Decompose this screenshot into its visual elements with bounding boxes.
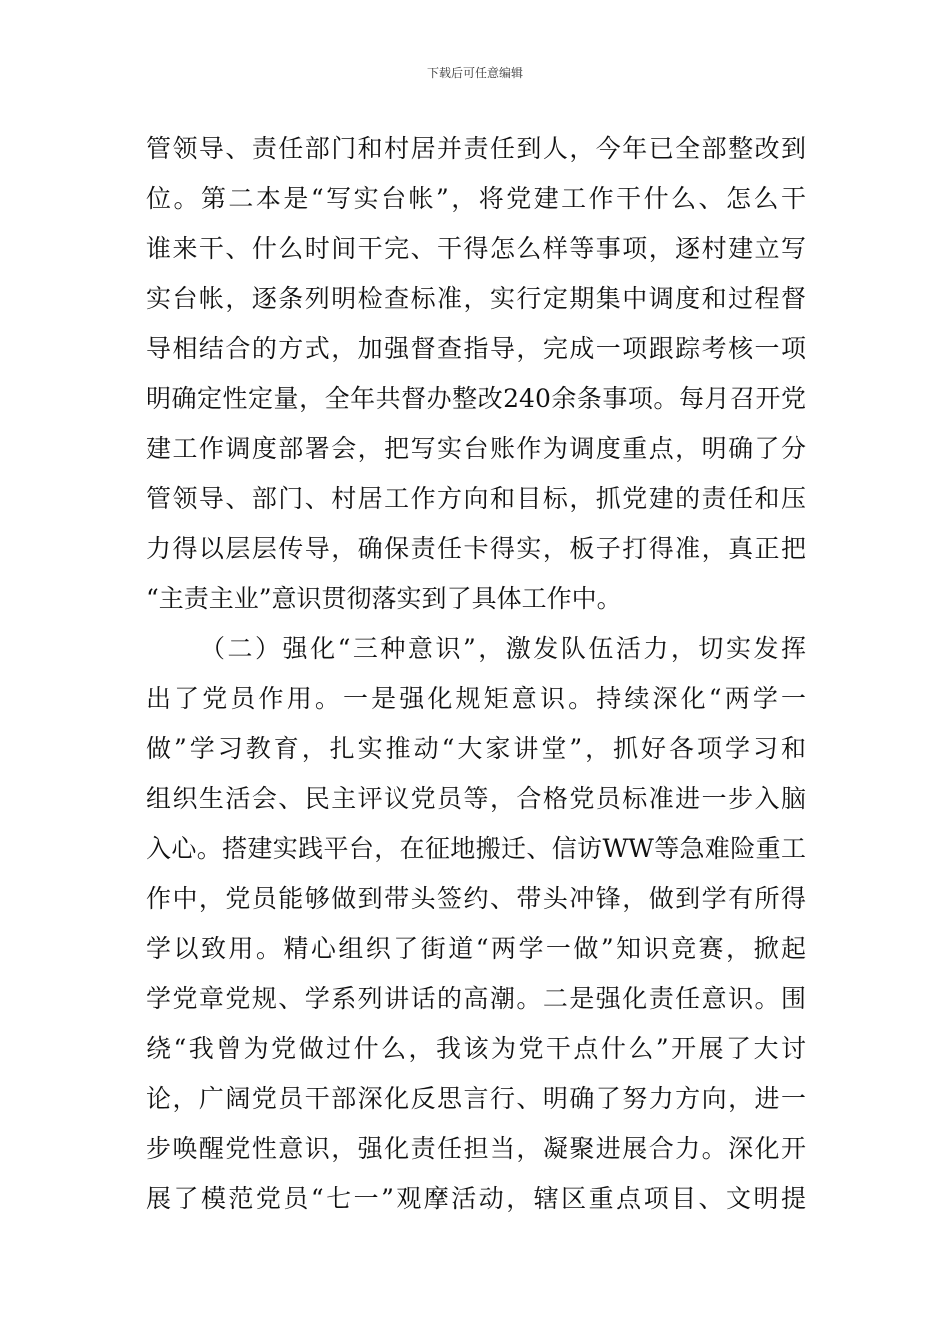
text-line: 位。第二本是“写实台帐”，将党建工作干什么、怎么干 [146,184,806,213]
page-header: 下载后可任意编辑 [426,66,523,80]
text-line: 导相结合的方式，加强督查指导，完成一项跟踪考核一项 [146,334,806,363]
text-line: （二）强化“三种意识”，激发队伍活力，切实发挥 [200,634,806,663]
text-line: 建工作调度部署会，把写实台账作为调度重点，明确了分 [146,434,806,463]
text-line: 实台帐，逐条列明检查标准，实行定期集中调度和过程督 [146,284,806,313]
text-line: 学以致用。精心组织了街道“两学一做”知识竞赛，掀起 [146,934,806,963]
text-line: 出了党员作用。一是强化规矩意识。持续深化“两学一 [146,684,806,713]
text-line: 绕“我曾为党做过什么，我该为党干点什么”开展了大讨 [146,1034,806,1063]
text-line: 明确定性定量，全年共督办整改240余条事项。每月召开党 [146,384,806,413]
text-line: 入心。搭建实践平台，在征地搬迁、信访WW等急难险重工 [146,834,806,863]
text-line: 做”学习教育，扎实推动“大家讲堂”，抓好各项学习和 [146,734,806,763]
text-line: 步唤醒党性意识，强化责任担当，凝聚进展合力。深化开 [146,1134,806,1163]
text-line: 管领导、部门、村居工作方向和目标，抓党建的责任和压 [146,484,806,513]
text-line: “主责主业”意识贯彻落实到了具体工作中。 [146,584,622,613]
text-line: 管领导、责任部门和村居并责任到人，今年已全部整改到 [146,134,806,163]
text-line: 展了模范党员“七一”观摩活动，辖区重点项目、文明提 [146,1184,806,1213]
text-line: 学党章党规、学系列讲话的高潮。二是强化责任意识。围 [146,984,806,1013]
text-line: 组织生活会、民主评议党员等，合格党员标准进一步入脑 [146,784,806,813]
text-line: 谁来干、什么时间干完、干得怎么样等事项，逐村建立写 [146,234,806,263]
text-line: 论，广阔党员干部深化反思言行、明确了努力方向，进一 [146,1084,806,1113]
text-line: 力得以层层传导，确保责任卡得实，板子打得准，真正把 [146,534,806,563]
text-line: 作中，党员能够做到带头签约、带头冲锋，做到学有所得 [146,884,806,913]
